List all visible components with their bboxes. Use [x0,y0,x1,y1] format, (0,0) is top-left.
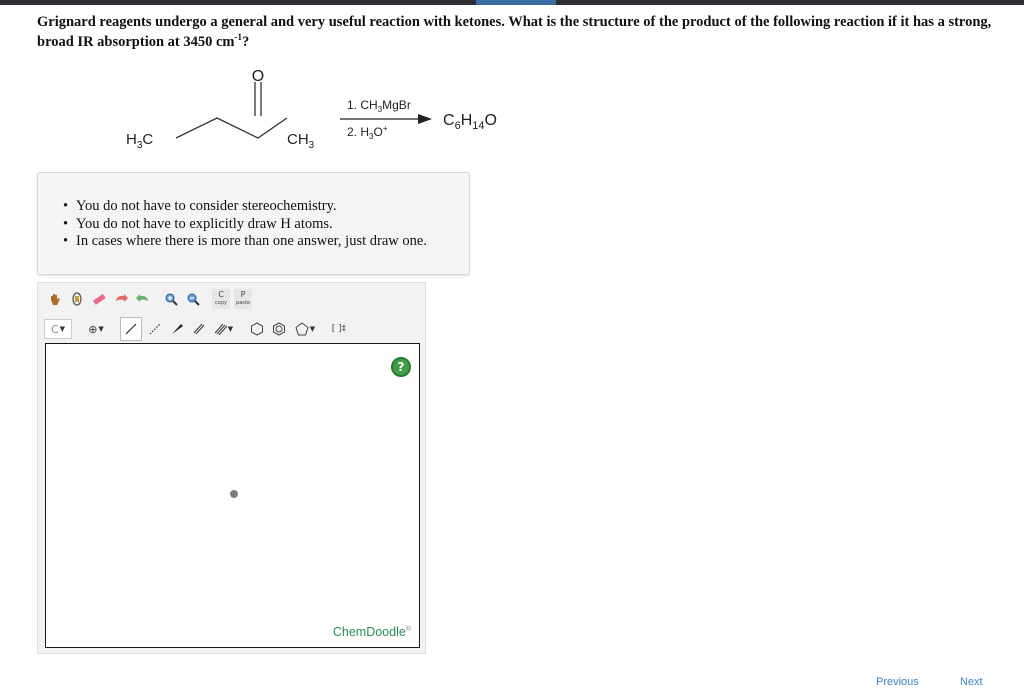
eraser-icon[interactable] [90,289,108,309]
help-button[interactable]: ? [391,357,411,377]
zoom-out-icon[interactable] [184,289,202,309]
chemdoodle-editor [37,282,426,654]
bracket-button[interactable]: [ ]‡ [331,324,347,334]
oxygen-label: O [251,68,265,85]
copy-button[interactable]: C copy [212,289,230,309]
cyclohexane-icon[interactable] [248,319,266,339]
reagent-step-2: 2. $H_3O^+$ [347,124,388,141]
instructions-list [63,198,427,251]
paste-button[interactable]: P paste [234,289,252,309]
redo-icon[interactable] [134,289,152,309]
hand-icon[interactable] [46,289,64,309]
reagent-step-1: 1. $CH_3MgBr$ [347,98,411,114]
h3c-label: $H_3C$ [126,131,154,151]
ch3-label: $CH_3$ [287,131,315,151]
product-formula: $C_6H_{14}O$ [443,112,497,132]
wedge-bond-icon[interactable] [168,319,186,339]
charge-select[interactable]: ⊕ ▼ [88,322,104,336]
carbon-chain [176,118,287,138]
instruction-item: • In cases where there is more than one answer, just draw one. [63,233,427,249]
atom-select[interactable]: C ▼ [44,319,72,339]
zoom-in-icon[interactable] [162,289,180,309]
undo-icon[interactable] [112,289,130,309]
drawing-canvas[interactable] [45,343,420,648]
question-text: Grignard reagents undergo a general and very useful reaction with ketones. What is the structure of the product of the following reaction if it has a strong, broad IR absorption at 3450 $cm^{-1}$? [37,14,992,50]
toolbar-row-2 [44,317,354,341]
instruction-item: • You do not have to consider stereochemistry. [63,198,337,214]
reaction-svg [0,60,560,170]
previous-link[interactable]: Previous [876,676,919,688]
instructions-box [37,172,470,275]
dashed-bond-icon[interactable] [146,319,164,339]
chemdoodle-brand: ChemDoodle® [332,625,411,639]
triple-bond-icon[interactable]: ▼ [212,319,236,339]
cyclopentane-icon[interactable]: ▼ [292,319,318,339]
next-link[interactable]: Next [960,676,983,688]
instruction-item: • You do not have to explicitly draw H atoms. [63,215,333,232]
lasso-icon[interactable] [68,289,86,309]
benzene-icon[interactable] [270,319,288,339]
nav-bar [870,674,1010,688]
toolbar-row-1 [46,289,256,309]
arrow-head [418,114,432,124]
single-bond-button[interactable] [120,317,142,341]
reference-tab[interactable] [476,0,556,5]
double-bond-icon[interactable] [190,319,208,339]
reaction-scheme [0,60,560,170]
canvas-dot [230,490,238,498]
